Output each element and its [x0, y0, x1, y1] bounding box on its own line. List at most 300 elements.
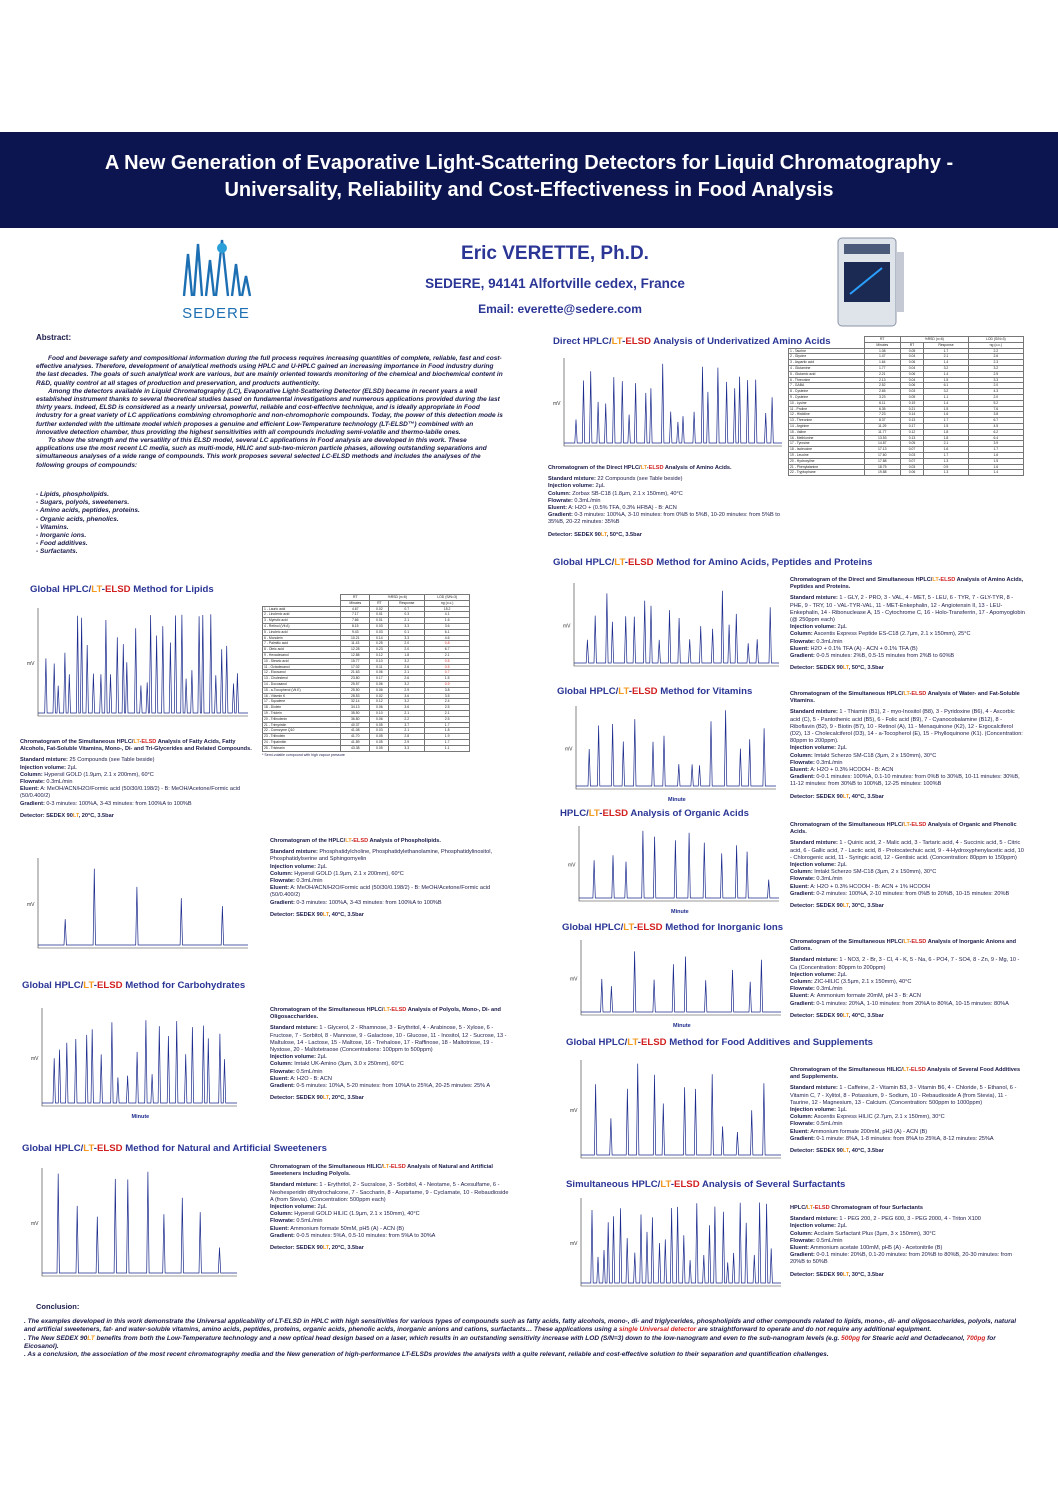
chart-axes [574, 583, 779, 666]
value-cell: 1.08 [864, 348, 900, 354]
value-cell: 0.06 [900, 360, 923, 366]
value-cell: 0.04 [900, 354, 923, 360]
value-cell: 2.9 [389, 687, 425, 693]
table-header: RT [341, 595, 370, 601]
value-cell: 1.5 [924, 406, 968, 412]
compound-cell: 25 - Tristearin [263, 745, 341, 751]
value-cell: 40.37 [341, 722, 370, 728]
value-cell: 1.4 [924, 371, 968, 377]
value-cell: 41.08 [341, 728, 370, 734]
value-cell: 0.10 [370, 710, 389, 716]
section-heading-vitamins: Global HPLC/LT-ELSD Method for Vitamins [557, 686, 753, 697]
section-heading-food-additives: Global HPLC/LT-ELSD Method for Food Additives and Supplements [566, 1037, 874, 1048]
chart-axes [579, 826, 779, 901]
value-cell: 2.65 [864, 389, 900, 395]
value-cell: 10.21 [341, 635, 370, 641]
value-cell: 4.3 [968, 389, 1023, 395]
caption-title: HPLC/LT-ELSD Chromatogram of four Surfactants [790, 1205, 923, 1211]
caption-line: Standard mixture: 25 Compounds (see Table beside) [20, 757, 155, 764]
value-cell: 4.67 [341, 606, 370, 612]
value-cell: 1.6 [968, 452, 1023, 458]
chart-axes [576, 706, 776, 789]
chromatogram-trace [581, 1203, 781, 1284]
compound-cell: 10 - Stearic acid [263, 658, 341, 664]
value-cell: 3.6 [425, 623, 470, 629]
chromatogram-trace [38, 614, 248, 713]
caption-line: Flowrate: 0.3mL/min [790, 986, 843, 993]
caption-line: Standard mixture: Phosphatidylcholine, Phosphatidylethanolamine, Phosphatidylinositol, Phosphatidylserine and Sphingomyelin [270, 849, 493, 863]
value-cell: 14.87 [864, 441, 900, 447]
caption-line: Column: Ascentis Express HILIC (2.7µm, 2.1 x 150mm), 30°C [790, 1114, 945, 1121]
compound-cell: 8 - Cysteine [789, 389, 865, 395]
caption-line: Flowrate: 0.3mL/min [548, 497, 601, 504]
caption-title: Chromatogram of the Simultaneous HPLC/LT-ELSD Analysis of Organic and Phenolic Acids. [790, 822, 1017, 836]
value-cell: 6.1 [425, 629, 470, 635]
chart-amino-acids [550, 350, 788, 460]
value-cell: 3.2 [968, 365, 1023, 371]
caption-line: Injection volume: 1µL [790, 1107, 847, 1114]
chart-axes [564, 358, 782, 446]
lipid-table [262, 594, 470, 752]
caption-line: Standard mixture: 1 - PEG 200, 2 - PEG 600, 3 - PEG 2000, 4 - Triton X100 [790, 1216, 981, 1223]
value-cell: 7.23 [864, 412, 900, 418]
caption-line: Injection volume: 2µL [270, 863, 327, 870]
compound-cell: 18 - Isoleucine [789, 447, 865, 453]
value-cell: 2.1 [389, 710, 425, 716]
conclusion-para-2: . The New SEDEX 90LT benefits from both the Low-Temperature technology and a new optical head design based on a laser, which results in an outstanding sensitivity increase with LOD (S/N=3) down to the low-nanogram and even to the sub-nanogram levels (e.g. 500pg for Stearic acid and Octadecanol, 700pg for Eicosanol). [24, 1334, 996, 1350]
compound-cell: 5 - Linoleic acid [263, 629, 341, 635]
value-cell: 2.5 [968, 371, 1023, 377]
caption-line: Gradient: 0-0.1 minutes: 100%A, 0.1-10 minutes: from 0%B to 30%B, 10-11 minutes: 30%B, 11-12 minutes: from 30%B to 100%B, 12-25 minutes: 100%B [790, 774, 1020, 788]
caption-organic-acids [790, 822, 1026, 910]
value-cell: 2.1 [924, 354, 968, 360]
value-cell: 0.17 [370, 676, 389, 682]
table-header: %RSD (n=6) [370, 595, 425, 601]
compound-cell: 11 - Octadecanol [263, 664, 341, 670]
abstract-heading: Abstract: [36, 333, 72, 342]
value-cell: 2.0 [389, 641, 425, 647]
value-cell: 6.35 [864, 406, 900, 412]
title-line-1: A New Generation of Evaporative Light-Scattering Detectors for Liquid Chromatography - [104, 152, 954, 174]
section-heading-inorganic-ions: Global HPLC/LT-ELSD Method for Inorganic Ions [562, 922, 784, 933]
compound-cell: 18 - Diolein [263, 705, 341, 711]
table-row [263, 745, 470, 751]
value-cell: 0.01 [370, 612, 389, 618]
value-cell: 0.03 [370, 629, 389, 635]
author-name: Eric VERETTE, Ph.D. [461, 243, 649, 264]
compound-cell: 1 - Taurine [789, 348, 865, 354]
value-cell: 6.7 [968, 418, 1023, 424]
compound-cell: 16 - Vitamin K [263, 693, 341, 699]
compound-cell: 20 - Hydroxyline [789, 458, 865, 464]
caption-line: Gradient: 0-5 minutes: 10%A, 5-20 minutes: from 10%A to 25%A, 20-25 minutes: 25% A [270, 1083, 491, 1090]
caption-line: Gradient: 0-0.1 minute: 20%B, 0.1-20 minutes: from 20%B to 80%B, 20-30 minutes: from 20%B to 50%B [790, 1252, 1012, 1266]
value-cell: 0.25 [370, 641, 389, 647]
value-cell: 2.5 [425, 716, 470, 722]
caption-line: Column: Imtakt Scherzo SM-C18 (3µm, 2 x 150mm), 30°C [790, 752, 937, 759]
chart-lipids [24, 600, 254, 730]
value-cell: 0.13 [900, 435, 923, 441]
value-cell: 0.06 [370, 687, 389, 693]
chart-organic-acids [565, 818, 785, 915]
caption-line: Standard mixture: 1 - Quinic acid, 2 - Malic acid, 3 - Tartaric acid, 4 - Succinic acid, 5 - Citric acid, 6 - Gallic acid, 7 - Lactic acid, 8 - Protocatechuic acid, 9 - 4-Hydroxyphenylacetic acid, 10 - Chlorogenic acid, 11 - Syringic acid, 12 - Gentisic acid. (Concentration: 80ppm to 150ppm) [790, 840, 1024, 861]
compound-cell: 11 - Proline [789, 406, 865, 412]
value-cell: 36.80 [341, 716, 370, 722]
list-item: - Organic acids, phenolics. [36, 515, 119, 523]
value-cell: 1.6 [924, 412, 968, 418]
list-item: - Inorganic ions. [36, 532, 87, 540]
value-cell: 3.2 [389, 681, 425, 687]
value-cell: 7.66 [341, 618, 370, 624]
compound-cell: 3 - Aspartic acid [789, 360, 865, 366]
table-subheader: RT [370, 600, 389, 606]
chart-phospholipids [24, 850, 254, 962]
caption-line: Flowrate: 0.3mL/min [20, 779, 73, 786]
caption-food-additives [790, 1067, 1026, 1155]
value-cell: 1.3 [924, 470, 968, 476]
y-axis-label: mV [31, 1221, 39, 1227]
affiliation: SEDERE, 94141 Alfortville cedex, France [425, 276, 685, 291]
caption-line: Gradient: 0-3 minutes: 100%A, 3-43 minutes: from 100%A to 100%B [20, 800, 192, 807]
value-cell: 3.8 [425, 687, 470, 693]
chromatogram-trace [38, 869, 248, 945]
caption-line: Column: Imtakt UK-Amino (3µm, 3.0 x 250mm), 60°C [270, 1061, 404, 1068]
caption-line: Column: Ascentis Express Peptide ES-C18 (2.7µm, 2.1 x 150mm), 25°C [790, 631, 971, 638]
chart-surfactants [567, 1190, 787, 1300]
value-cell: 2.2 [968, 348, 1023, 354]
value-cell: 0.3 [389, 612, 425, 618]
value-cell: 3.2 [924, 389, 968, 395]
section-heading-peptides: Global HPLC/LT-ELSD Method for Amino Acids, Peptides and Proteins [553, 557, 873, 568]
compound-cell: 19 - Triolein [263, 710, 341, 716]
value-cell: 1.7 [968, 447, 1023, 453]
value-cell: 2.9 [389, 739, 425, 745]
title-line-2: Universality, Reliability and Cost-Effectiveness in Food Analysis [224, 179, 834, 201]
caption-line: Column: Acclaim Surfactant Plus (3µm, 3 x 150mm), 30°C [790, 1230, 936, 1237]
value-cell: 2.1 [389, 618, 425, 624]
conclusion-text [24, 1318, 1024, 1359]
table-header: %RSD (n=6) [900, 337, 968, 343]
abstract-para-2: Among the detectors available in Liquid Chromatography (LC), Evaporative Light-Scattering Detector (ELSD) became in recent years a well established instrument thanks to several theoretical studies based on fundamental investigations and numerous applications provided during the last thirty years. Indeed, ELSD is considered as a nearly universal, powerful, reliable and cost-effective technique, and is ideally appropriate in Food industry for a great variety of LC applications combining chromophoric and non-chromophoric compounds. Today, the power of this detection mode is further extended with the ultimate model which proposes a genuine and efficient Low-Temperature technology (LT-ELSD™) combined with an innovative detection chamber, thus providing the highest sensitivities with all compounds including semi-volatile and thermo-labile ones. [36, 387, 503, 436]
caption-line: Injection volume: 2µL [270, 1054, 327, 1061]
value-cell: 2.13 [864, 377, 900, 383]
chromatogram-trace [564, 364, 782, 443]
caption-line: Column: Hypersil GOLD (1.9µm, 2.1 x 200mm), 60°C [270, 870, 404, 877]
chart-axes [581, 1198, 781, 1286]
compound-cell: 4 - Glutamine [789, 365, 865, 371]
value-cell: 1.3 [924, 458, 968, 464]
value-cell: 0.17 [900, 423, 923, 429]
caption-line: Eluent: Ammonium acetate 100mM, pH5 (A) - Acetonitrile (B) [790, 1245, 943, 1252]
value-cell: 6.7 [425, 647, 470, 653]
value-cell: 2.1 [924, 441, 968, 447]
value-cell: 7.6 [968, 406, 1023, 412]
table-subheader: Response [389, 600, 425, 606]
detector-line: Detector: SEDEX 90LT, 50°C, 3.5bar [790, 665, 884, 672]
caption-sweeteners [270, 1164, 510, 1252]
value-cell: 0.12 [370, 652, 389, 658]
compound-cell: 15 - a-Tocopherol (Vit E) [263, 687, 341, 693]
value-cell: 18.75 [864, 464, 900, 470]
abstract-para-3: To show the strength and the versatility of this ELSD model, several LC applications in Food analysis are developed in this work. These applications use the most recent LC media, such as multi-mode, HILIC and sub-two-micron particle phases, allowing outstanding separations and simultaneous analyses of a wide range of compounds. This work proposes several selected LC-ELSD methods and includes the analyses of the following groups of compounds: [36, 437, 487, 469]
value-cell: 1.1 [425, 745, 470, 751]
compound-cell: 9 - Cysteine [789, 394, 865, 400]
value-cell: 0.03 [900, 464, 923, 470]
lipid-table-wrapper [262, 594, 470, 757]
value-cell: 17.88 [864, 458, 900, 464]
compound-cell: 21 - Trimyristin [263, 722, 341, 728]
compound-cell: 7 - GABA [789, 383, 865, 389]
compound-cell: 4 - Retinol (Vit A) [263, 623, 341, 629]
value-cell: 0.5 [425, 658, 470, 664]
value-cell: 2.1 [425, 710, 470, 716]
caption-line: Flowrate: 0.3mL/min [270, 878, 323, 885]
caption-line: Injection volume: 2µL [20, 764, 77, 771]
caption-title: Chromatogram of the Simultaneous HPLC/LT-ELSD Analysis of Water- and Fat-Soluble Vitamins. [790, 691, 1020, 705]
value-cell: 2.0 [389, 647, 425, 653]
value-cell: 11.77 [864, 429, 900, 435]
value-cell: 1.7 [425, 739, 470, 745]
caption-title: Chromatogram of the Direct HPLC/LT-ELSD Analysis of Amino Acids. [548, 465, 732, 471]
value-cell: 4.5 [968, 423, 1023, 429]
section-heading-carbohydrates: Global HPLC/LT-ELSD Method for Carbohydrates [22, 980, 246, 991]
caption-line: Eluent: A: MeOH/ACN/H2O/Formic acid (50/30/0.198/2) - B: MeOH/Acetone/Formic acid (50/0.400/2) [20, 786, 241, 800]
value-cell: 2.21 [864, 371, 900, 377]
value-cell: 13.53 [864, 435, 900, 441]
compound-cell: 3 - Myristic acid [263, 618, 341, 624]
compound-cell: 23 - Trilinolein [263, 734, 341, 740]
caption-line: Eluent: A: H2O - B: ACN [270, 1075, 332, 1082]
value-cell: 0.06 [370, 681, 389, 687]
value-cell: 1.64 [864, 360, 900, 366]
value-cell: 0.05 [900, 394, 923, 400]
value-cell: 0.19 [900, 400, 923, 406]
sedere-logo [176, 236, 256, 320]
value-cell: 12.88 [341, 652, 370, 658]
caption-line: Flowrate: 0.5mL/min [270, 1218, 323, 1225]
value-cell: 2.3 [968, 360, 1023, 366]
section-heading-lipids: Global HPLC/LT-ELSD Method for Lipids [30, 584, 214, 595]
list-item: - Lipids, phospholipids. [36, 491, 109, 498]
caption-line: Eluent: A: Ammonium formate 20mM, pH 3 - B: ACN [790, 993, 921, 1000]
value-cell: 19.88 [864, 470, 900, 476]
value-cell: 1.5 [968, 458, 1023, 464]
compound-cell: 9 - Hexadecanol [263, 652, 341, 658]
logo-text: SEDERE [182, 305, 250, 322]
compound-cell: 1 - Lauric acid [263, 606, 341, 612]
caption-line: Injection volume: 2µL [790, 1223, 847, 1230]
value-cell: 4.1 [425, 612, 470, 618]
conclusion-para-3: . As a conclusion, the association of the most recent chromatography media and the New generation of high-performance LT-ELSDs provides the analysts with a quite relevant, reliable and cost-effective solution to their separation and quantification challenges. [24, 1351, 829, 1359]
caption-line: Standard mixture: 1 - Thiamin (B1), 2 - myo-Inositol (B8), 3 - Pyridoxine (B6), 4 - Ascorbic acid (C), 5 - Pantothenic acid (B5), 6 - Folic acid (B9), 7 - Cyanocobalamine (B12), 8 - Riboflavin (B2), 9 - Biotin (B7), 10 - Retinol (A), 11 - Menaquinone (K2), 12 - Ergocalciferol (D2), 13 - Cholecalciferol (D3), 14 - a-Tocopherol (E), 15 - Phylloquinone (K1). (Concentration: 80ppm to 200ppm). [790, 709, 1023, 745]
value-cell: 3.6 [389, 693, 425, 699]
caption-line: Column: Zorbax SB-C18 (1.8µm, 2.1 x 150mm), 40°C [548, 490, 683, 497]
value-cell: 43.38 [341, 745, 370, 751]
value-cell: 17.60 [864, 452, 900, 458]
caption-title: Chromatogram of the Simultaneous HPLC/LT-ELSD Analysis of Fatty Acids, Fatty Alcohols, Fat-Soluble Vitamins, Mono-, Di- and Tri-Glycerides and Related Compounds. [20, 739, 252, 753]
table-row [789, 470, 1024, 476]
value-cell: 0.05 [900, 348, 923, 354]
value-cell: 2.2 [389, 716, 425, 722]
compound-cell: 6 - Monolein [263, 635, 341, 641]
detector-line: Detector: SEDEX 90LT, 20°C, 3.5bar [20, 812, 114, 819]
section-heading-surfactants: Simultaneous HPLC/LT-ELSD Analysis of Several Surfactants [566, 1179, 846, 1190]
value-cell: 0.02 [370, 693, 389, 699]
caption-lipids [20, 739, 260, 820]
value-cell: 0.04 [900, 365, 923, 371]
chart-vitamins [562, 698, 782, 803]
value-cell: 0.23 [370, 647, 389, 653]
chart-peptides [560, 575, 785, 680]
compound-cell: 15 - Valine [789, 429, 865, 435]
value-cell: 1.7 [924, 452, 968, 458]
y-axis-label: mV [27, 661, 35, 667]
value-cell: 32.14 [341, 699, 370, 705]
compound-cell: 19 - Leucine [789, 452, 865, 458]
value-cell: 1.6 [924, 447, 968, 453]
value-cell: 0.03 [900, 452, 923, 458]
value-cell: 5.2 [968, 400, 1023, 406]
caption-line: Eluent: A: H2O + (0.5% TFA, 0.3% HFBA) - B: ACN [548, 505, 677, 512]
caption-surfactants [790, 1205, 1026, 1279]
value-cell: 0.05 [900, 441, 923, 447]
conclusion-heading: Conclusion: [36, 1302, 80, 1311]
compound-cell: 12 - Eicosanol [263, 670, 341, 676]
table-header: LOD (S/N=3) [968, 337, 1023, 343]
caption-vitamins [790, 691, 1026, 801]
x-axis-label: Minute [668, 797, 686, 803]
value-cell: 0.02 [370, 606, 389, 612]
chart-carbohydrates [28, 1000, 243, 1120]
compound-cell: 6 - Threonine [789, 377, 865, 383]
caption-line: Column: ZIC-HILIC (3.5µm, 2.1 x 150mm), 40°C [790, 979, 912, 986]
value-cell: 11.43 [341, 641, 370, 647]
compound-cell: 22 - Coenzyme Q10 [263, 728, 341, 734]
caption-line: Eluent: Ammonium formate 200mM, pH3 (A) - ACN (B) [790, 1128, 928, 1135]
table-subheader: Minutes [341, 600, 370, 606]
value-cell: 2.1 [389, 670, 425, 676]
value-cell: 23.80 [341, 676, 370, 682]
caption-line: Column: Hypersil GOLD (1.9µm, 2.1 x 200mm), 60°C [20, 771, 154, 778]
value-cell: 1.8 [389, 652, 425, 658]
abstract-para-1: Food and beverage safety and compositional information during the full process requires increasing quantities of complete, reliable, fast and cost-effective analyses. Therefore, development of analytical methods using HPLC and U-HPLC gained an increasing importance in Food industry during the last decades. The goals of such analytical work are various, but are mainly oriented towards monitoring of the chemical and biochemical content in R&D, quality control at all stages of production and preservation, and products authenticity. [36, 355, 503, 387]
list-item: - Sugars, polyols, sweeteners. [36, 499, 130, 507]
value-cell: 25.57 [341, 681, 370, 687]
caption-line: Standard mixture: 1 - NO3, 2 - Br, 3 - Cl, 4 - K, 5 - Na, 6 - PO4, 7 - SO4, 8 - Zn, 9 - Mg, 10 - Ca (Concentration: 80ppm to 200ppm) [790, 957, 1020, 971]
section-heading-organic-acids: HPLC/LT-ELSD Analysis of Organic Acids [560, 808, 749, 819]
compound-cell: 2 - Linolenic acid [263, 612, 341, 618]
compound-cell: 14 - Docosanol [263, 681, 341, 687]
compound-cell: 14 - Arginine [789, 423, 865, 429]
value-cell: 6.2 [968, 429, 1023, 435]
value-cell: 0.04 [900, 377, 923, 383]
caption-line: Gradient: 0-3 minutes: 100%A, 3-10 minutes: from 0%B to 5%B, 10-20 minutes: from 5%B to 35%B, 20-22 minutes: 35%B [548, 512, 780, 526]
value-cell: 1.8 [425, 728, 470, 734]
caption-line: Gradient: 0-0.5 minutes: 5%A, 0.5-10 minutes: from 5%A to 30%A [270, 1232, 436, 1239]
compound-cell: 7 - Palmitic acid [263, 641, 341, 647]
x-axis-label: Minute [673, 1023, 691, 1029]
value-cell: 17.13 [864, 447, 900, 453]
caption-line: Injection volume: 2µL [270, 1204, 327, 1211]
value-cell: 3.9 [968, 441, 1023, 447]
value-cell: 1.9 [425, 734, 470, 740]
caption-line: Standard mixture: 1 - Glycerol, 2 - Rhamnose, 3 - Erythritol, 4 - Arabinose, 5 - Xylose, 6 - Fructose, 7 - Sorbitol, 8 - Mannose, 9 - Galactose, 10 - Glucose, 11 - Inositol, 12 - Sucrose, 13 - Maltulose, 14 - Lactose, 15 - Maltose, 16 - Trehalose, 17 - Raffinose, 18 - Maltotriose, 19 - Nystose, 20 - Maltotetraose (Concentrations: 100ppm to 500ppm) [270, 1025, 507, 1054]
x-axis-label: Minute [671, 909, 689, 915]
chromatogram-trace [42, 1020, 237, 1103]
caption-title: Chromatogram of the Simultaneous HPLC/LT-ELSD Analysis of Inorganic Anions and Cations. [790, 939, 1017, 953]
value-cell: 0.12 [370, 699, 389, 705]
value-cell: 1.8 [924, 435, 968, 441]
value-cell: 1.47 [864, 354, 900, 360]
email-address[interactable]: Email: everette@sedere.com [478, 302, 642, 316]
table-subheader: ng (o.c.) [425, 600, 470, 606]
caption-line: Eluent: A: MeOH/ACN/H2O/Formic acid (50/30/0.198/2) - B: MeOH/Acetone/Formic acid (50/0.400/2) [270, 885, 491, 899]
value-cell: 2.1 [425, 652, 470, 658]
value-cell: 0.06 [370, 670, 389, 676]
value-cell: 28.53 [341, 693, 370, 699]
detector-line: Detector: SEDEX 90LT, 50°C, 3.5bar [548, 531, 642, 538]
compound-cell: 8 - Oleic acid [263, 647, 341, 653]
chart-sweeteners [28, 1160, 243, 1290]
abstract-text [36, 355, 504, 470]
chart-inorganic-ions [567, 932, 787, 1029]
compound-cell: 10 - Lysine [789, 400, 865, 406]
value-cell: 2.5 [425, 705, 470, 711]
value-cell: 3.7 [389, 722, 425, 728]
value-cell: 1.7 [425, 722, 470, 728]
value-cell: 3.2 [389, 658, 425, 664]
value-cell: 3.3 [389, 623, 425, 629]
compound-cell: 21 - Phenylalanine [789, 464, 865, 470]
caption-title: Chromatogram of the Direct and Simultaneous HPLC/LT-ELSD Analysis of Amino Acids, Peptides and Proteins. [790, 577, 1024, 591]
value-cell: 0.07 [900, 458, 923, 464]
value-cell: 2.52 [864, 383, 900, 389]
value-cell: 0.12 [900, 429, 923, 435]
caption-line: Standard mixture: 1 - Caffeine, 2 - Vitamin B3, 3 - Vitamin B6, 4 - Chloride, 5 - Ethanol, 6 - Vitamin C, 7 - Xylitol, 8 - Potassium, 9 - Sodium, 10 - Rebaudioside A (from Stevia), 11 - Taurine, 12 - Magnesium, 13 - Calcium. (Concentration: 500ppm to 1000ppm) [790, 1085, 1017, 1106]
amino-table-wrapper [788, 336, 1024, 476]
caption-line: Eluent: H2O + 0.1% TFA (A) - ACN + 0.1% TFA (B) [790, 645, 918, 652]
value-cell: 0.11 [370, 664, 389, 670]
caption-line: Injection volume: 2µL [790, 971, 847, 978]
y-axis-label: mV [570, 1241, 578, 1247]
caption-line: Standard mixture: 1 - GLY, 2 - PRO, 3 - VAL, 4 - MET, 5 - LEU, 6 - TYR, 7 - GLY-TYR, 8 - PHE, 9 - TRY, 10 - VAL-TYR-VAL, 11 - MET-Enkephalin, 12 - Angiotensin II, 13 - LEU-Enkephalin, 14 - Ribonuclease A, 15 - Cytochrome C, 16 - Holo-Transferrin, 17 - Apomyoglobin (@ 250ppm each) [790, 595, 1025, 624]
compound-cell: 2 - Glycine [789, 354, 865, 360]
value-cell: 0.03 [370, 728, 389, 734]
compound-cell: 24 - Tripalmitin [263, 739, 341, 745]
chromatogram-trace [574, 591, 779, 663]
section-heading-sweeteners: Global HPLC/LT-ELSD Method for Natural and Artificial Sweeteners [22, 1143, 327, 1154]
value-cell: 0.7 [389, 606, 425, 612]
value-cell: 1.5 [924, 377, 968, 383]
caption-line: Flowrate: 0.3mL/min [790, 876, 843, 883]
value-cell: 3.2 [389, 699, 425, 705]
detector-line: Detector: SEDEX 90LT, 40°C, 3.5bar [790, 793, 884, 800]
value-cell: 8.37 [864, 418, 900, 424]
table-subheader: RT [900, 342, 923, 348]
caption-carbohydrates [270, 1007, 510, 1102]
caption-line: Gradient: 0-1 minutes: 20%A, 1-10 minutes: from 20%A to 80%A, 10-15 minutes: 80%A [790, 1000, 1009, 1007]
value-cell: 1.4 [924, 360, 968, 366]
list-item: - Surfactants. [36, 548, 78, 556]
value-cell: 0.06 [900, 383, 923, 389]
value-cell: 15.2 [425, 606, 470, 612]
caption-line: Column: Hypersil GOLD HILIC (1.9µm, 2.1 x 150mm), 40°C [270, 1211, 420, 1218]
value-cell: 1.4 [924, 400, 968, 406]
value-cell: 0.03 [900, 389, 923, 395]
value-cell: 0.05 [370, 722, 389, 728]
compound-cell: 17 - Tyrosine [789, 441, 865, 447]
y-axis-label: mV [570, 976, 578, 983]
